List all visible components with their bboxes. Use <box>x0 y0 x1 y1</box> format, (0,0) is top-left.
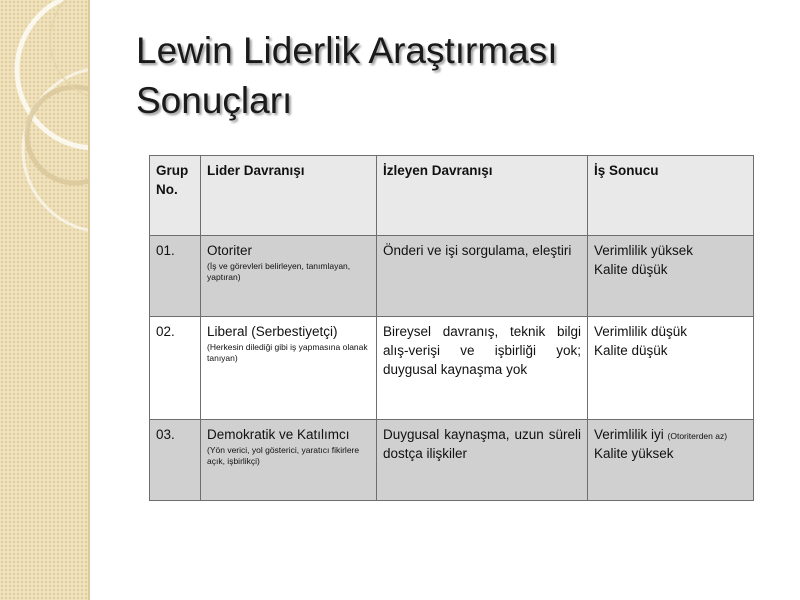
leader-behavior-cell <box>201 420 377 501</box>
sidebar-divider <box>88 0 90 600</box>
quality-result: Kalite yüksek <box>594 446 674 461</box>
header-leader-behavior: Lider Davranışı <box>201 156 377 236</box>
slide-title <box>136 26 756 126</box>
swirl-decoration-icon <box>0 0 88 600</box>
leader-style-note: (Herkesin dilediği gibi iş yapmasına olanak tanıyan) <box>207 342 368 363</box>
group-number-cell: 03. <box>150 420 201 501</box>
header-group-no: Grup No. <box>150 156 201 236</box>
table-row <box>150 420 754 501</box>
work-result-cell <box>588 317 754 420</box>
follower-behavior-cell: Önderi ve işi sorgulama, eleştiri <box>377 236 588 317</box>
leader-behavior-cell <box>201 317 377 420</box>
leader-style: Otoriter <box>207 243 253 258</box>
decorative-sidebar <box>0 0 88 600</box>
leader-behavior-cell <box>201 236 377 317</box>
group-number-cell: 02. <box>150 317 201 420</box>
productivity-result: Verimlilik düşük <box>594 324 688 339</box>
quality-result: Kalite düşük <box>594 262 668 277</box>
follower-behavior-cell: Duygusal kaynaşma, uzun süreli dostça ilişkiler <box>377 420 588 501</box>
leader-style: Demokratik ve Katılımcı <box>207 427 350 442</box>
leader-style-note: (Yön verici, yol gösterici, yaratıcı fikirlere açık, işbirlikçi) <box>207 445 360 466</box>
productivity-note: (Otoriterden az) <box>667 431 728 441</box>
productivity-result: Verimlilik iyi <box>594 427 664 442</box>
group-number-cell: 01. <box>150 236 201 317</box>
quality-result: Kalite düşük <box>594 343 668 358</box>
slide-title-line-1: Lewin Liderlik Araştırması <box>136 30 558 71</box>
table-row <box>150 236 754 317</box>
results-table <box>149 155 754 501</box>
work-result-cell <box>588 236 754 317</box>
follower-behavior-cell: Bireysel davranış, teknik bilgi alış-verişi ve işbirliği yok; duygusal kaynaşma yok <box>377 317 588 420</box>
work-result-cell <box>588 420 754 501</box>
table-row <box>150 317 754 420</box>
productivity-result: Verimlilik yüksek <box>594 243 694 258</box>
header-follower-behavior: İzleyen Davranışı <box>377 156 588 236</box>
productivity-result-with-note <box>594 425 747 444</box>
leader-style: Liberal (Serbestiyetçi) <box>207 324 338 339</box>
header-work-result: İş Sonucu <box>588 156 754 236</box>
slide-title-line-2: Sonuçları <box>136 80 293 121</box>
table-header-row <box>150 156 754 236</box>
leader-style-note: (İş ve görevleri belirleyen, tanımlayan, yaptıran) <box>207 261 351 282</box>
